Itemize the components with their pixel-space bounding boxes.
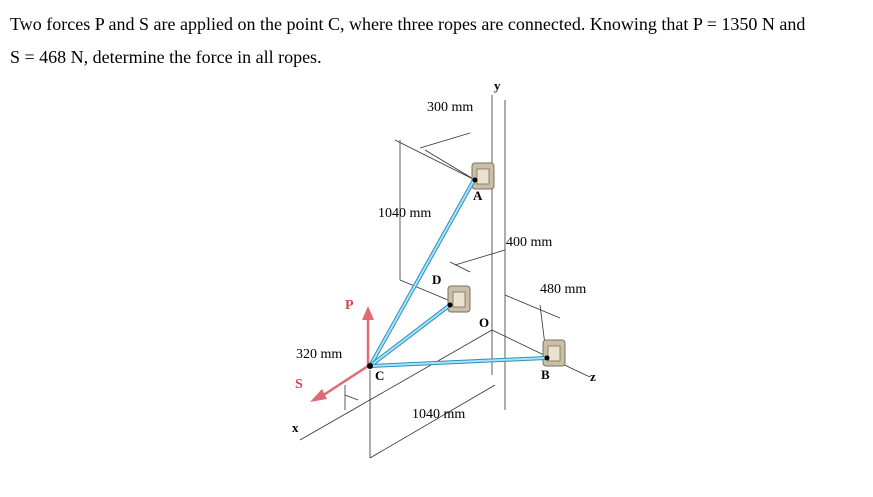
axis-z-label: z (590, 369, 596, 384)
dim-400-label: 400 mm (506, 235, 553, 250)
bracket-d (448, 286, 470, 312)
point-c-label: C (375, 368, 385, 383)
problem-line-1: Two forces P and S are applied on the point C, where three ropes are connected. Knowing that P = 1350 N and (10, 14, 806, 34)
axis-y-label: y (494, 78, 501, 93)
rope-cb (370, 358, 546, 366)
point-b-dot (545, 356, 550, 361)
dim-1040-vertical-label: 1040 mm (378, 206, 432, 221)
point-o-label: O (479, 315, 490, 330)
dim-320-label: 320 mm (296, 347, 343, 362)
point-c-dot (367, 363, 373, 369)
construction-lines (300, 95, 590, 458)
rope-cd (370, 305, 450, 366)
point-a-dot (473, 178, 478, 183)
force-s-label: S (295, 377, 303, 392)
dim-300-label: 300 mm (427, 100, 474, 115)
dim-1040-horizontal-label: 1040 mm (412, 407, 466, 422)
point-a-label: A (473, 188, 483, 203)
bracket-a (472, 163, 494, 189)
force-p-arrow (362, 306, 374, 366)
force-p-label: P (345, 298, 354, 313)
point-d-dot (448, 303, 453, 308)
bracket-b (543, 340, 565, 366)
dim-480-label: 480 mm (540, 282, 587, 297)
point-d-label: D (432, 272, 442, 287)
force-s-arrow (310, 366, 368, 402)
point-b-label: B (541, 367, 550, 382)
axis-x-label: x (292, 420, 299, 435)
problem-line-2: S = 468 N, determine the force in all ropes. (10, 47, 322, 67)
